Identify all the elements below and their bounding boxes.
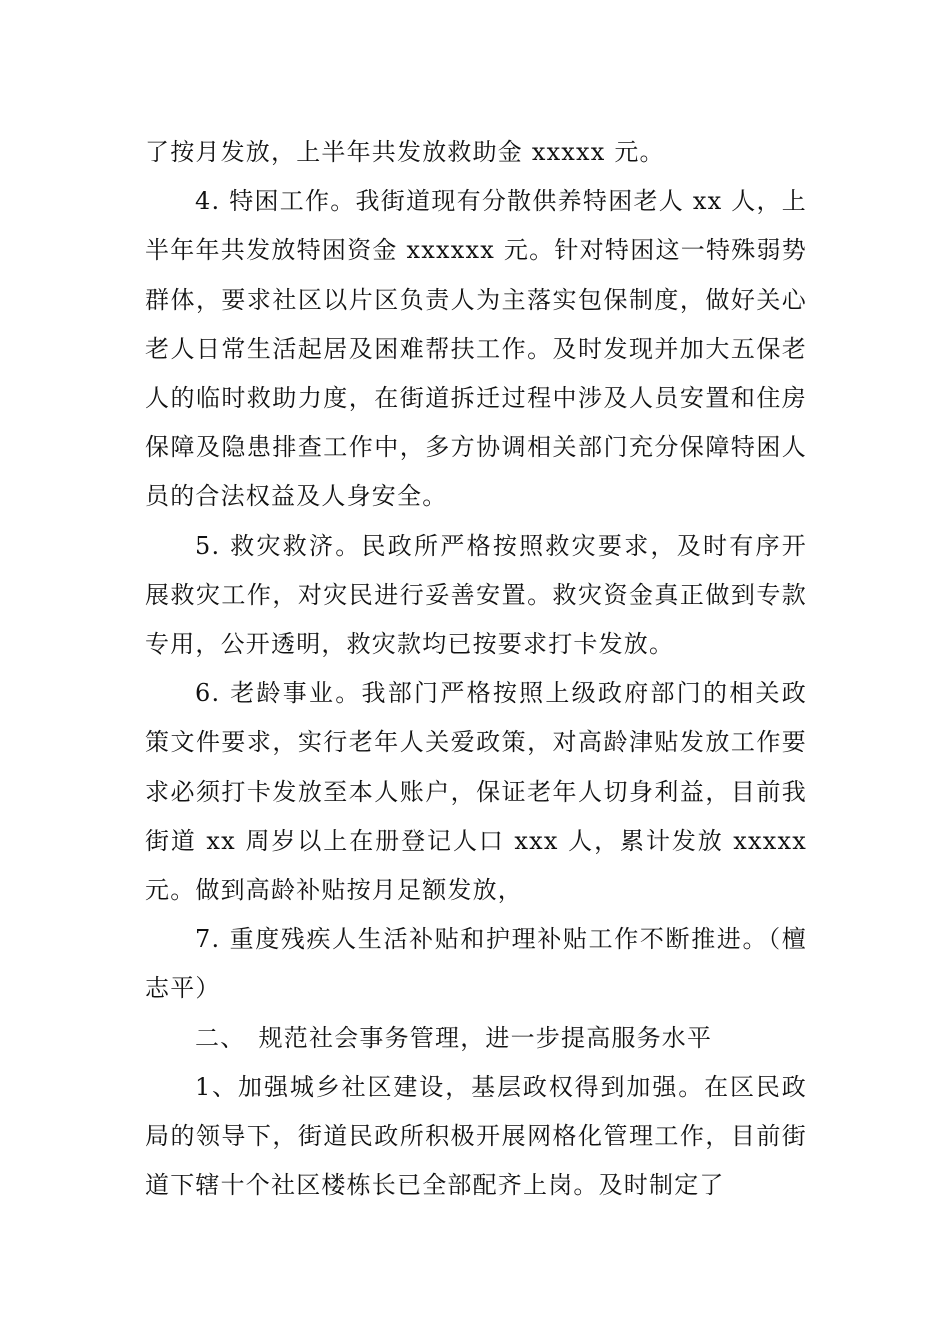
paragraph-item-5-disaster-relief: 5. 救灾救济。民政所严格按照救灾要求，及时有序开展救灾工作，对灾民进行妥善安置。救灾资金真正做到专款专用，公开透明，救灾款均已按要求打卡发放。 [145, 531, 807, 659]
section-heading-2: 二、 规范社会事务管理，进一步提高服务水平 [195, 1023, 713, 1052]
paragraph-section-2-item-1: 1、加强城乡社区建设，基层政权得到加强。在区民政局的领导下，街道民政所积极开展网格化管理工作，目前街道下辖十个社区楼栋长已全部配齐上岗。及时制定了 [145, 1072, 807, 1200]
document-body [145, 128, 807, 1210]
paragraph-continuation: 了按月发放，上半年共发放救助金 xxxxx 元。 [145, 138, 665, 166]
paragraph-item-4-special-hardship: 4. 特困工作。我街道现有分散供养特困老人 xx 人，上半年年共发放特困资金 xxxxxx 元。针对特困这一特殊弱势群体，要求社区以片区负责人为主落实包保制度，做好关心老人日常生活起居及困难帮扶工作。及时发现并加大五保老人的临时救助力度，在街道拆迁过程中涉及人员安置和住房保障及隐患排查工作中，多方协调相关部门充分保障特困人员的合法权益及人身安全。 [145, 187, 807, 511]
paragraph-item-7-disability-subsidy: 7. 重度残疾人生活补贴和护理补贴工作不断推进。（檀志平） [145, 925, 807, 1003]
paragraph-item-6-elderly-affairs: 6. 老龄事业。我部门严格按照上级政府部门的相关政策文件要求，实行老年人关爱政策，对高龄津贴发放工作要求必须打卡发放至本人账户，保证老年人切身利益，目前我街道 xx 周岁以上在册登记人口 xxx 人，累计发放 xxxxx 元。做到高龄补贴按月足额发放， [145, 679, 807, 905]
